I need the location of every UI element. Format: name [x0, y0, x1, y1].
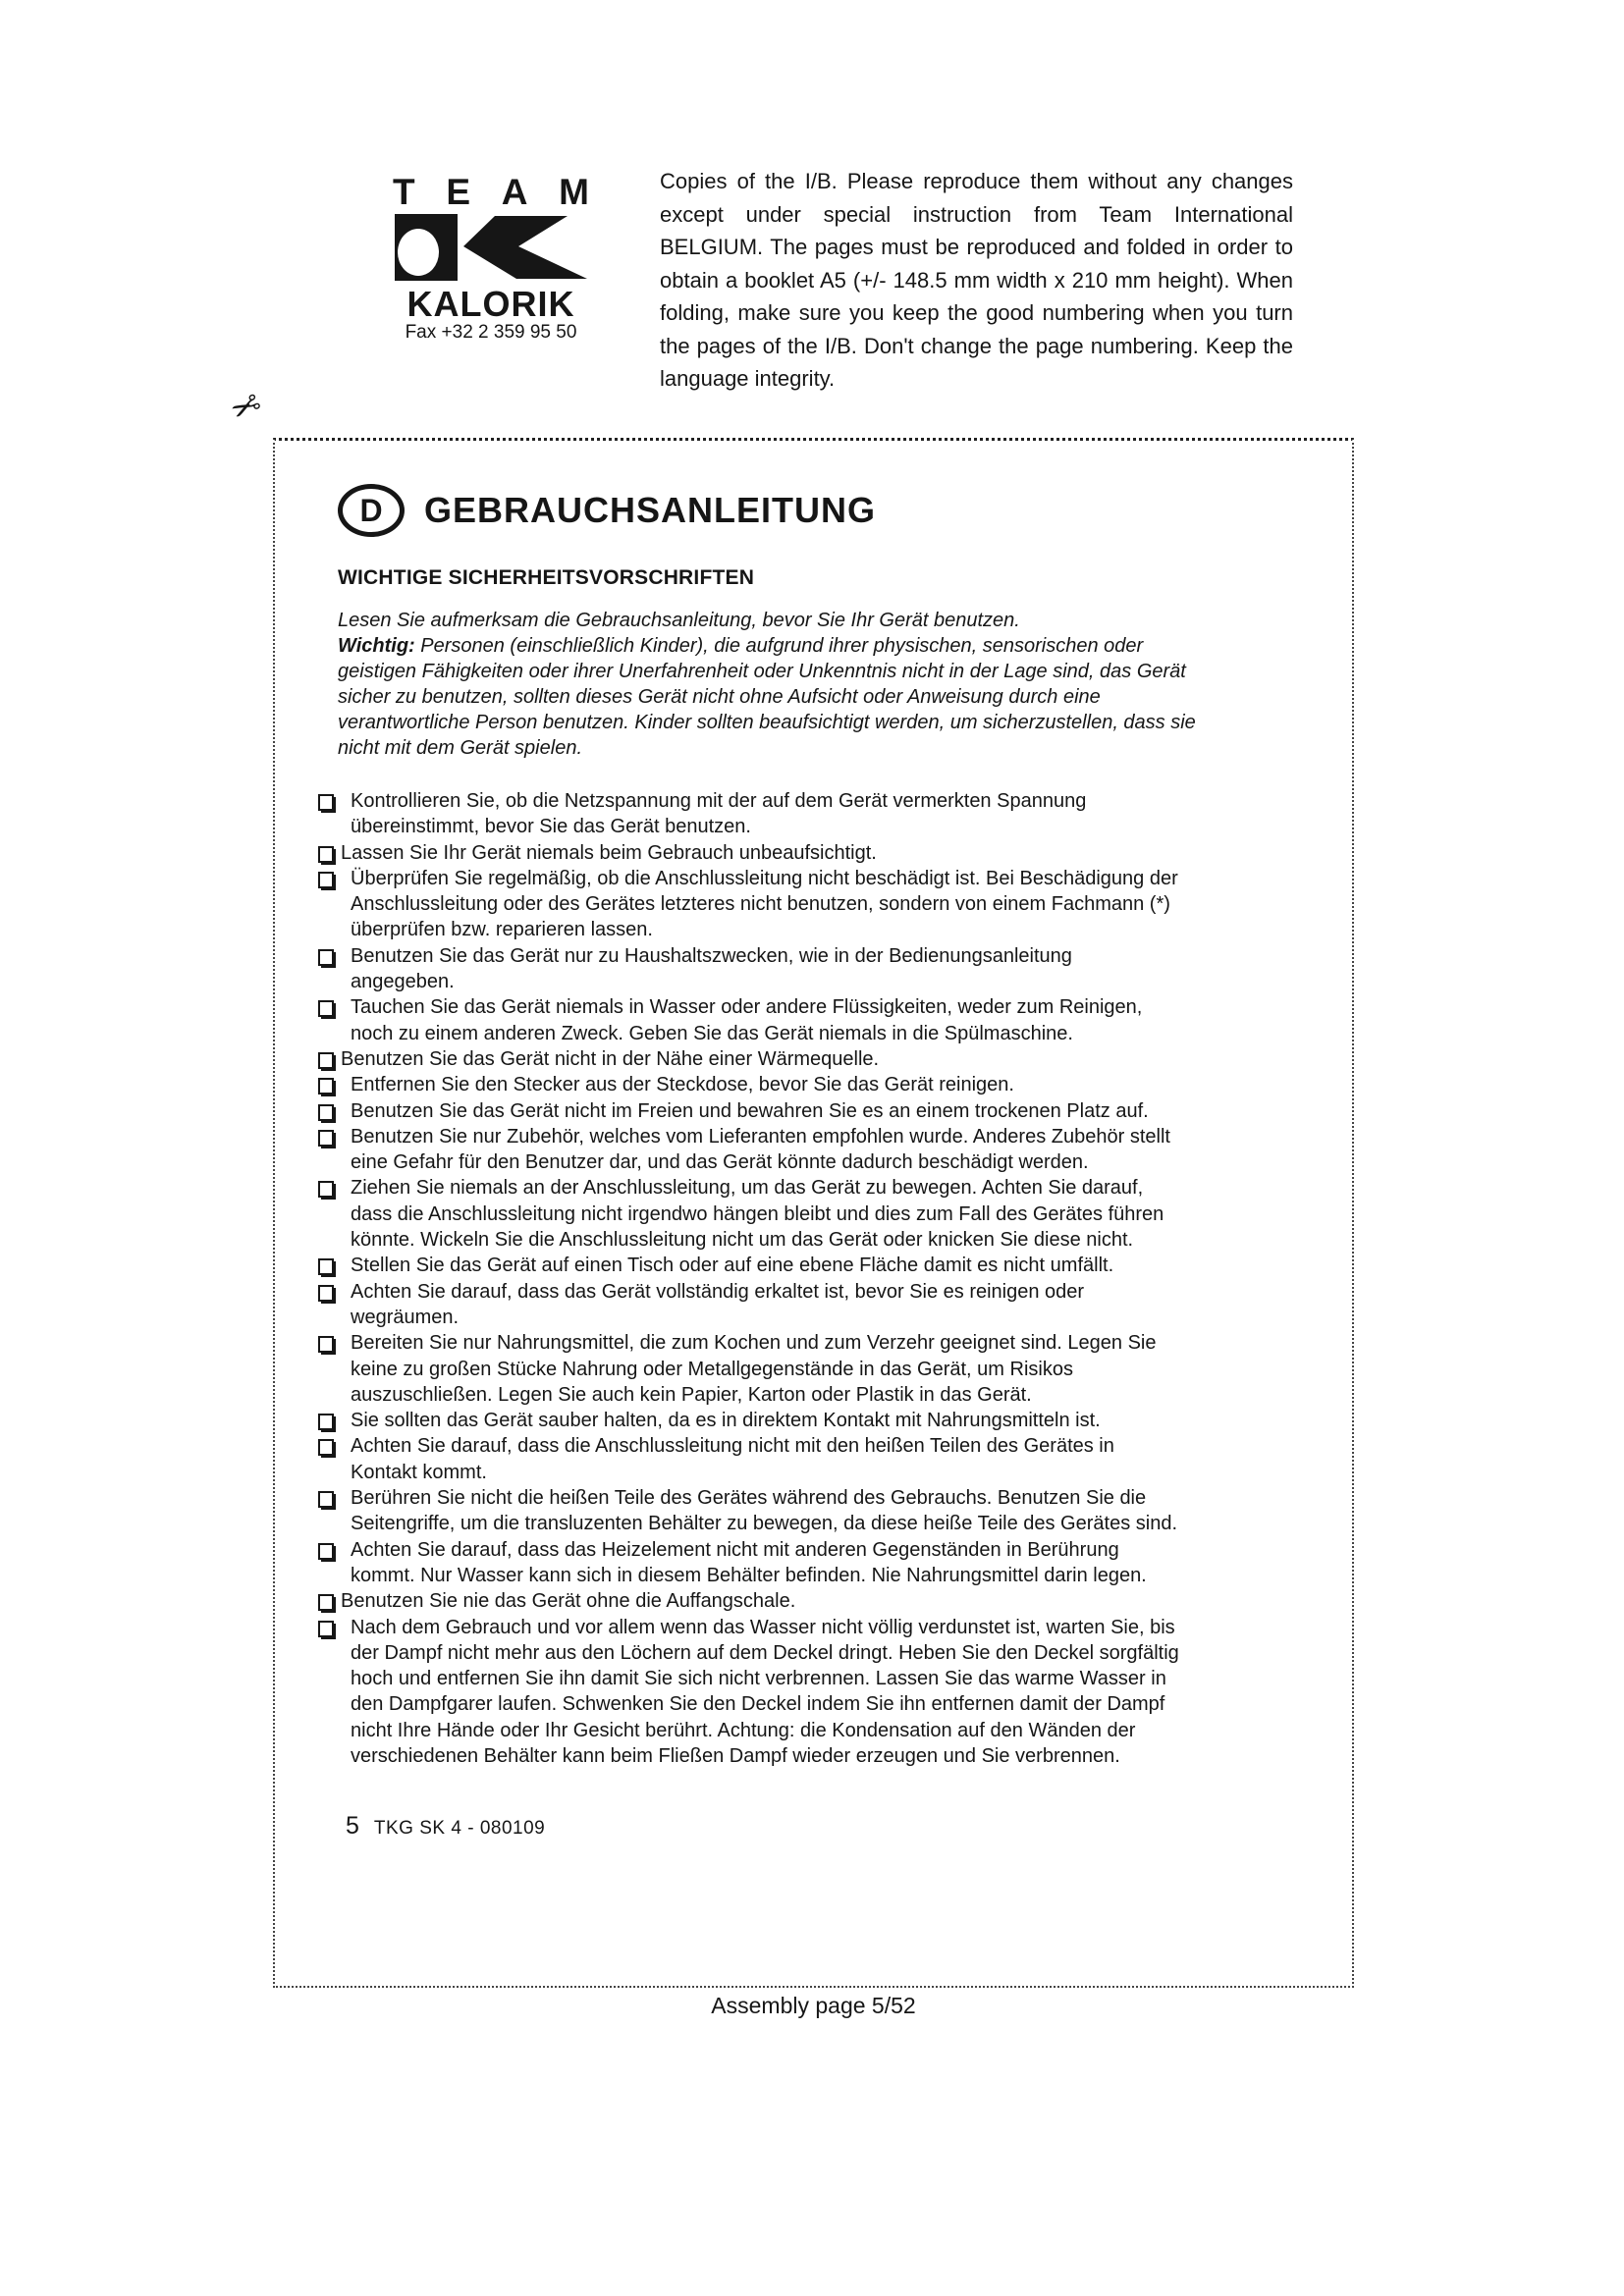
booklet-footer — [346, 1812, 1352, 1841]
safety-list-item — [275, 994, 1352, 1046]
checkbox-bullet-icon — [318, 1052, 334, 1069]
intro-line1: Lesen Sie aufmerksam die Gebrauchsanleitung, bevor Sie Ihr Gerät benutzen. — [338, 610, 1020, 631]
checkbox-bullet-icon — [318, 1543, 334, 1560]
safety-list-item — [275, 1408, 1352, 1433]
safety-item-text: Kontrollieren Sie, ob die Netzspannung mit der auf dem Gerät vermerkten Spannung übereinstimmt, bevor Sie das Gerät benutzen. — [351, 790, 1087, 838]
checkbox-bullet-icon — [318, 1078, 334, 1095]
safety-list-item — [275, 1588, 1352, 1614]
safety-list-item — [275, 943, 1352, 995]
checkbox-bullet-icon — [318, 949, 334, 966]
logo-kalorik-text: KALORIK — [406, 284, 575, 324]
safety-list-item — [275, 1046, 1352, 1072]
safety-list-item — [275, 840, 1352, 866]
doc-title: GEBRAUCHSANLEITUNG — [424, 490, 877, 530]
checkbox-bullet-icon — [318, 1621, 334, 1637]
checkbox-bullet-icon — [318, 1336, 334, 1353]
safety-item-text: Benutzen Sie nur Zubehör, welches vom Lieferanten empfohlen wurde. Anderes Zubehör stellt eine Gefahr für den Benutzer dar, und das Gerät könnte dadurch beschädigt werden. — [351, 1125, 1170, 1174]
checkbox-bullet-icon — [318, 1439, 334, 1456]
logo-team-letter: M — [559, 172, 589, 212]
safety-list-item — [275, 788, 1352, 840]
checkbox-bullet-icon — [318, 1491, 334, 1508]
checkbox-bullet-icon — [318, 1000, 334, 1017]
safety-item-text: Nach dem Gebrauch und vor allem wenn das Wasser nicht völlig verdunstet ist, warten Sie, bis der Dampf nicht mehr aus den Löchern auf dem Deckel dringt. Heben Sie den Deckel sorgfältig hoch und entfernen Sie ihn damit Sie sich nicht verbrennen. Lassen Sie das warme Wasser in den Dampfgarer laufen. Schwenken Sie den Deckel indem Sie ihn entfernen damit der Dampf nicht Ihre Hände oder Ihr Gesicht berührt. Achtung: die Kondensation auf den Wänden der verschiedenen Behälter kann beim Fließen Dampf wieder erzeugen und Sie verbrennen. — [351, 1616, 1179, 1767]
intro-paragraph — [338, 608, 1221, 761]
safety-list-item — [275, 1433, 1352, 1485]
checkbox-bullet-icon — [318, 1130, 334, 1147]
checkbox-bullet-icon — [318, 1594, 334, 1611]
checkbox-bullet-icon — [318, 1181, 334, 1198]
safety-item-text: Ziehen Sie niemals an der Anschlussleitung, um das Gerät zu bewegen. Achten Sie darauf, dass die Anschlussleitung nicht irgendwo hängen bleibt und dies zum Fall des Gerätes führen könnte. Wickeln Sie die Anschlussleitung nicht um das Gerät oder knicken Sie diese nicht. — [351, 1177, 1164, 1252]
logo-team-letter: E — [446, 172, 470, 212]
kalorik-k-symbol-icon — [393, 214, 589, 281]
safety-item-text: Achten Sie darauf, dass das Heizelement nicht mit anderen Gegenständen in Berührung kommt. Nur Wasser kann sich in diesem Behälter befinden. Nie Nahrungsmittel darin legen. — [351, 1538, 1147, 1586]
scissors-icon: ✂ — [223, 383, 269, 433]
logo-team-letter: T — [393, 172, 415, 212]
checkbox-bullet-icon — [318, 794, 334, 811]
safety-item-text: Bereiten Sie nur Nahrungsmittel, die zum Kochen und zum Verzehr geeignet sind. Legen Sie keine zu großen Stücke Nahrung oder Metallgegenstände in das Gerät, um Risikos auszuschließen. Legen Sie auch kein Papier, Karton oder Plastik in das Gerät. — [351, 1332, 1157, 1406]
booklet-page-number: 5 — [346, 1812, 359, 1841]
safety-item-text: Berühren Sie nicht die heißen Teile des Gerätes während des Gebrauchs. Benutzen Sie die Seitengriffe, um die transluzenten Behälter zu bewegen, da diese heiße Teile des Gerätes sind. — [351, 1487, 1178, 1535]
checkbox-bullet-icon — [318, 1104, 334, 1121]
safety-list-item — [275, 1537, 1352, 1589]
safety-item-text: Achten Sie darauf, dass das Gerät vollständig erkaltet ist, bevor Sie es reinigen oder wegräumen. — [351, 1280, 1085, 1328]
checkbox-bullet-icon — [318, 1258, 334, 1275]
checkbox-bullet-icon — [318, 1414, 334, 1430]
checkbox-bullet-icon — [318, 1285, 334, 1302]
cut-out-box — [273, 438, 1354, 1988]
safety-item-text: Sie sollten das Gerät sauber halten, da es in direktem Kontakt mit Nahrungsmitteln ist. — [351, 1410, 1101, 1432]
safety-item-text: Tauchen Sie das Gerät niemals in Wasser oder andere Flüssigkeiten, weder zum Reinigen, noch zu einem anderen Zweck. Geben Sie das Gerät niemals in die Spülmaschine. — [351, 996, 1143, 1044]
safety-list-item — [275, 1072, 1352, 1097]
reproduction-notice: Copies of the I/B. Please reproduce them without any changes except under special instruction from Team International BELGIUM. The pages must be reproduced and folded in order to obtain a booklet A5 (+/- 148.5 mm width x 210 mm height). When folding, make sure you keep the good numbering when you turn the pages of the I/B. Don't change the page numbering. Keep the language integrity. — [660, 169, 1293, 391]
safety-list-item — [275, 866, 1352, 943]
safety-list-item — [275, 1253, 1352, 1278]
safety-list-item — [275, 1175, 1352, 1253]
safety-list-item — [275, 1485, 1352, 1537]
doc-title-row — [338, 484, 1352, 537]
safety-list-item — [275, 1098, 1352, 1124]
kalorik-logo — [393, 172, 589, 344]
safety-item-text: Überprüfen Sie regelmäßig, ob die Anschlussleitung nicht beschädigt ist. Bei Beschädigung der Anschlussleitung oder des Gerätes letzteres nicht benutzen, sondern von einem Fachmann (*) überprüfen bzw. reparieren lassen. — [351, 867, 1178, 941]
safety-list-item — [275, 1330, 1352, 1408]
language-badge: D — [338, 484, 405, 537]
section-heading: WICHTIGE SICHERHEITSVORSCHRIFTEN — [338, 566, 755, 589]
safety-item-text: Benutzen Sie nie das Gerät ohne die Auffangschale. — [341, 1590, 796, 1613]
checkbox-bullet-icon — [318, 872, 334, 888]
safety-list-item — [275, 1124, 1352, 1176]
safety-instruction-list — [275, 788, 1352, 1769]
checkbox-bullet-icon — [318, 846, 334, 863]
safety-item-text: Entfernen Sie den Stecker aus der Steckdose, bevor Sie das Gerät reinigen. — [351, 1074, 1014, 1096]
intro-wichtig-text: Personen (einschließlich Kinder), die aufgrund ihrer physischen, sensorischen oder geistigen Fähigkeiten oder ihrer Unerfahrenheit oder Unkenntnis nicht in der Lage sind, das Gerät sicher zu benutzen, sollten dieses Gerät nicht ohne Aufsicht oder Anweisung durch eine verantwortliche Person benutzen. Kinder sollten beaufsichtigt werden, um sicherzustellen, dass sie nicht mit dem Gerät spielen. — [338, 635, 1196, 759]
safety-item-text: Stellen Sie das Gerät auf einen Tisch oder auf eine ebene Fläche damit es nicht umfällt. — [351, 1255, 1114, 1277]
logo-team-text — [393, 172, 589, 212]
safety-list-item — [275, 1615, 1352, 1770]
safety-list-item — [275, 1279, 1352, 1331]
safety-item-text: Benutzen Sie das Gerät nicht im Freien und bewahren Sie es an einem trockenen Platz auf. — [351, 1099, 1149, 1122]
logo-fax-number: Fax +32 2 359 95 50 — [405, 322, 577, 343]
safety-item-text: Lassen Sie Ihr Gerät niemals beim Gebrauch unbeaufsichtigt. — [341, 841, 877, 864]
safety-item-text: Benutzen Sie das Gerät nicht in der Nähe einer Wärmequelle. — [341, 1047, 880, 1070]
model-code: TKG SK 4 - 080109 — [373, 1818, 546, 1840]
logo-team-letter: A — [501, 172, 528, 212]
assembly-page-label: Assembly page 5/52 — [711, 1993, 916, 2018]
safety-item-text: Achten Sie darauf, dass die Anschlussleitung nicht mit den heißen Teilen des Gerätes in Kontakt kommt. — [351, 1435, 1114, 1483]
intro-wichtig-label: Wichtig: — [338, 635, 415, 657]
safety-item-text: Benutzen Sie das Gerät nur zu Haushaltszwecken, wie in der Bedienungsanleitung angegeben. — [351, 944, 1072, 993]
